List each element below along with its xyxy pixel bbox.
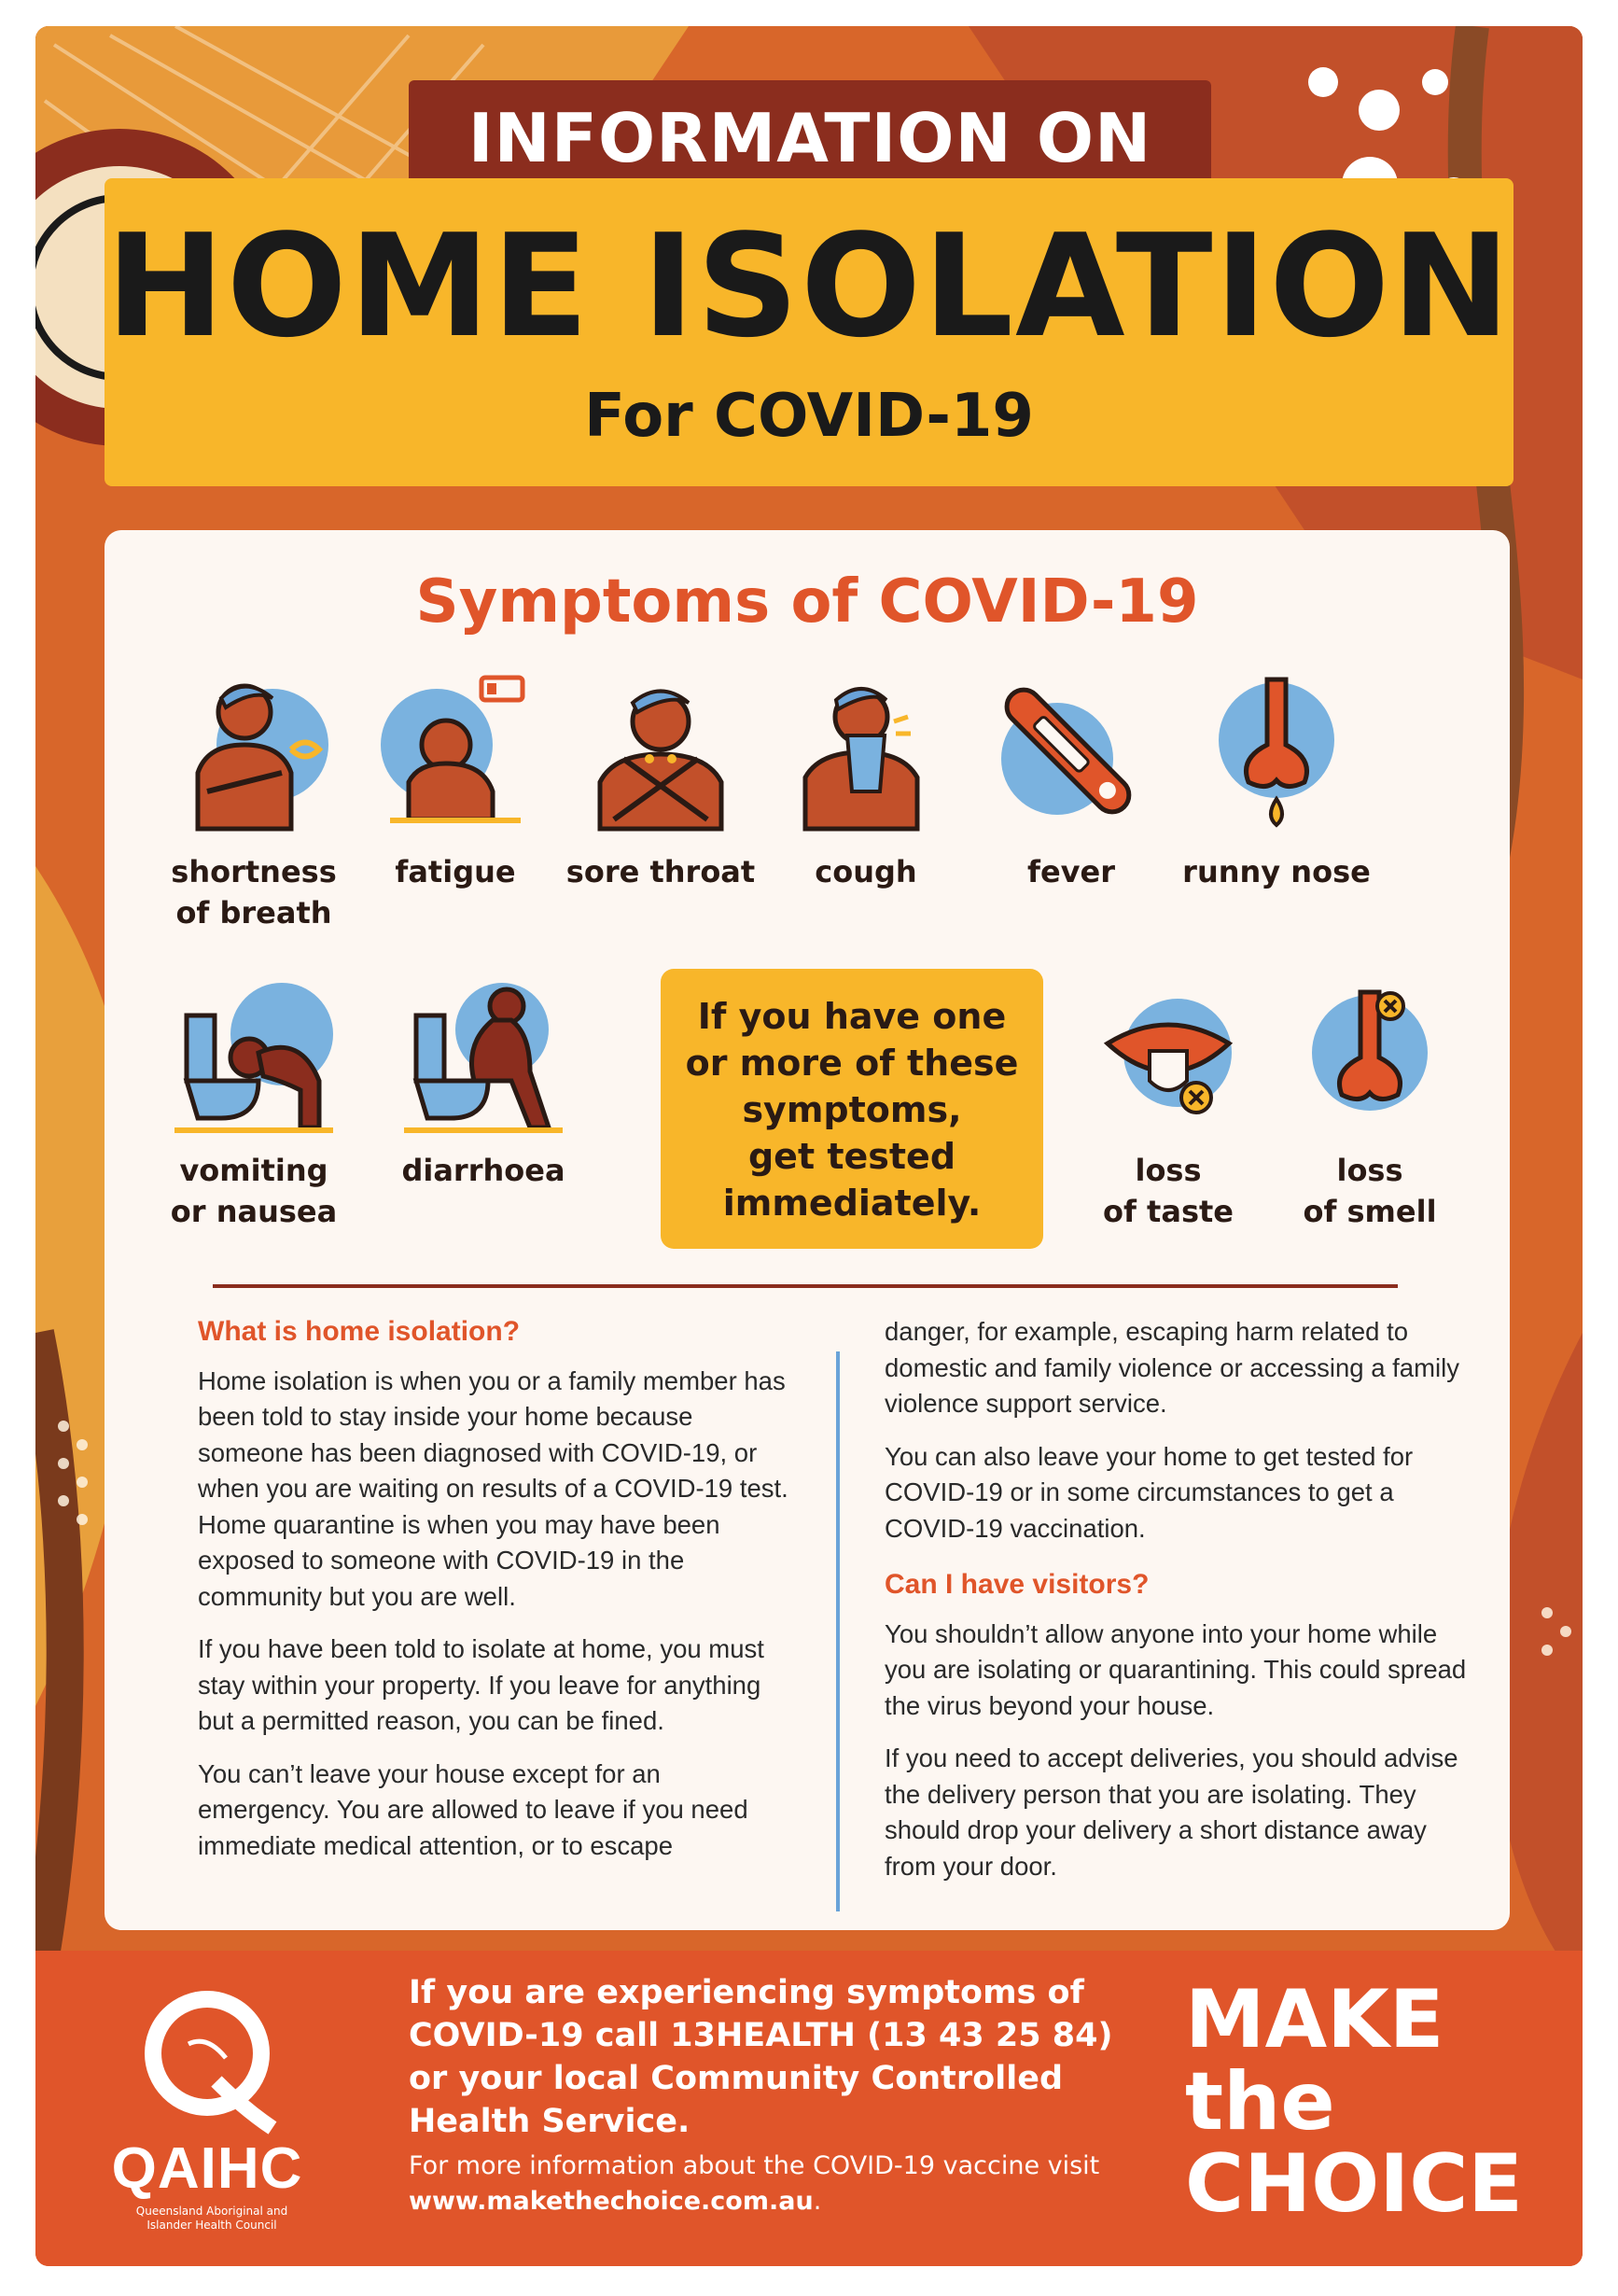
- loss-of-taste-icon: [1084, 978, 1252, 1137]
- symptom-label: of smell: [1303, 1194, 1437, 1229]
- symptom-sore-throat: [558, 670, 763, 892]
- callout-line: get tested: [747, 1136, 956, 1177]
- symptom-label: fever: [1027, 854, 1115, 889]
- campaign-word: MAKE: [1185, 1973, 1444, 2066]
- footer-text: If you are experiencing symptoms of COVID-19 call: [409, 1974, 1084, 2054]
- right-column: [885, 1314, 1482, 1901]
- column-divider: [836, 1351, 840, 1911]
- thermometer-icon: [987, 670, 1155, 838]
- fatigue-icon: [371, 670, 539, 838]
- left-column: [198, 1314, 795, 1881]
- symptom-loss-of-smell: [1267, 978, 1472, 1232]
- header-information-on: INFORMATION ON: [409, 80, 1211, 196]
- callout-line: If you have one: [697, 996, 1007, 1037]
- paragraph: If you need to accept deliveries, you should advise the delivery person that you are isolating. They should drop your delivery a short distance away from your door.: [885, 1743, 1458, 1881]
- callout-line: symptoms,: [742, 1089, 962, 1130]
- cough-icon: [782, 670, 950, 838]
- loss-of-smell-icon: [1286, 978, 1454, 1137]
- phone-number[interactable]: 13HEALTH (13 43 25 84): [670, 2017, 1113, 2054]
- symptom-label: sore throat: [565, 854, 756, 889]
- qaihc-full-name: Queensland Aboriginal and Islander Health Council: [135, 2205, 288, 2232]
- symptom-label: of taste: [1103, 1194, 1234, 1229]
- symptom-label: shortness: [171, 854, 337, 889]
- sore-throat-icon: [577, 670, 745, 838]
- header-banner: [105, 178, 1513, 486]
- callout-line: immediately.: [722, 1183, 982, 1224]
- qaihc-logo-icon: [133, 1979, 291, 2137]
- vomiting-icon: [170, 978, 338, 1137]
- footer-text: .: [813, 2187, 822, 2216]
- diarrhoea-icon: [399, 978, 567, 1137]
- paragraph: You can also leave your home to get tested for COVID-19 or in some circumstances to get a COVID-19 vaccination.: [885, 1441, 1414, 1543]
- symptoms-title: Symptoms of COVID-19: [415, 567, 1199, 637]
- symptom-diarrhoea: [381, 978, 586, 1191]
- symptoms-panel: [105, 530, 1510, 1930]
- campaign-word: CHOICE: [1185, 2137, 1524, 2231]
- footer-call-text: [409, 1971, 1118, 2143]
- symptom-label: fatigue: [395, 854, 516, 889]
- paragraph: If you have been told to isolate at home, you must stay within your property. If you leave for anything but a permitted reason, you can be fined.: [198, 1634, 764, 1735]
- paragraph: Home isolation is when you or a family member has been told to stay inside your home because someone has been diagnosed with COVID-19, or when you are waiting on results of a COVID-19 test. Home quarantine is when you may have been exposed to someone with COVID-19 in the community but you are well.: [198, 1365, 788, 1611]
- footer: [35, 1951, 1583, 2266]
- heading-can-i-have-visitors: Can I have visitors?: [885, 1569, 1150, 1600]
- page-subtitle: For COVID-19: [584, 382, 1034, 451]
- symptom-fatigue: [353, 670, 558, 892]
- symptom-label: or nausea: [170, 1194, 338, 1229]
- symptom-shortness-of-breath: [151, 670, 356, 933]
- shortness-of-breath-icon: [170, 670, 338, 838]
- get-tested-callout: [661, 969, 1043, 1249]
- heading-what-is-home-isolation: What is home isolation?: [198, 1316, 521, 1347]
- website-link[interactable]: www.makethechoice.com.au: [409, 2187, 814, 2216]
- symptom-label: runny nose: [1182, 854, 1371, 889]
- symptom-runny-nose: [1174, 670, 1379, 892]
- symptom-label: of breath: [175, 895, 332, 931]
- callout-line: or more of these: [685, 1043, 1019, 1084]
- symptom-cough: [763, 670, 969, 892]
- footer-text: or your local Community Controlled Health Service.: [409, 2060, 1064, 2140]
- campaign-word: the: [1185, 2055, 1335, 2149]
- symptom-label: loss: [1336, 1153, 1403, 1188]
- poster: [35, 26, 1583, 2266]
- paragraph: You can’t leave your house except for an emergency. You are allowed to leave if you need immediate medical attention, or to escape: [198, 1758, 748, 1860]
- section-divider: [213, 1284, 1398, 1288]
- make-the-choice-logo: [1185, 1973, 1524, 2231]
- symptom-vomiting: [151, 978, 356, 1232]
- symptom-label: loss: [1135, 1153, 1202, 1188]
- runny-nose-icon: [1193, 670, 1360, 838]
- page-title: HOME ISOLATION: [105, 203, 1513, 369]
- symptom-fever: [969, 670, 1174, 892]
- symptom-loss-of-taste: [1066, 978, 1271, 1232]
- footer-text: For more information about the COVID-19 vaccine visit: [409, 2151, 1100, 2180]
- symptom-label: vomiting: [179, 1153, 328, 1188]
- symptom-label: diarrhoea: [401, 1153, 565, 1188]
- footer-info-text: [409, 2149, 1118, 2219]
- qaihc-name: QAIHC: [111, 2136, 303, 2201]
- paragraph: You shouldn’t allow anyone into your home while you are isolating or quarantining. This could spread the virus beyond your house.: [885, 1618, 1467, 1720]
- symptom-label: cough: [815, 854, 917, 889]
- paragraph: danger, for example, escaping harm related to domestic and family violence or accessing a family violence support service.: [885, 1317, 1459, 1418]
